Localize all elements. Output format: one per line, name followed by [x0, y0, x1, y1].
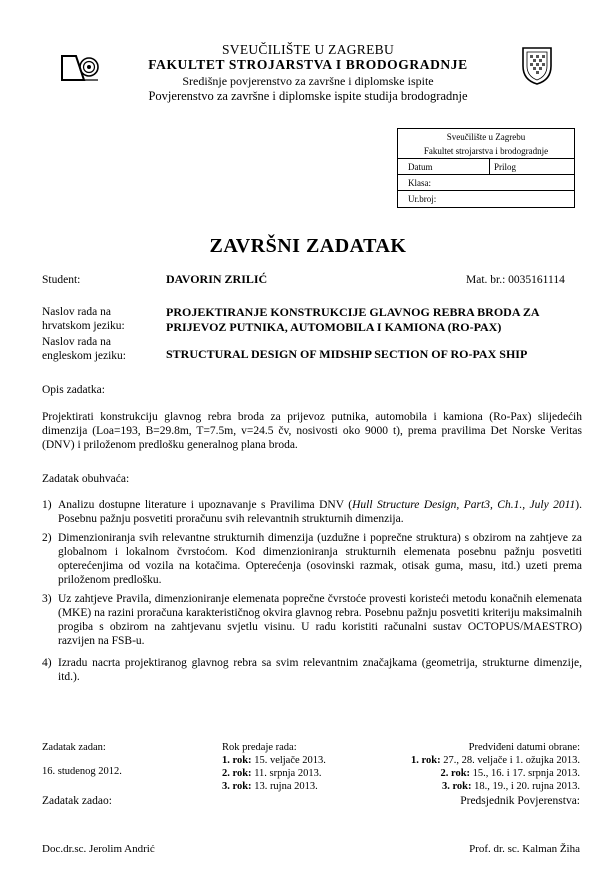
task-item-number: 1)	[42, 499, 52, 511]
chair-label: Predsjednik Povjerenstva:	[460, 795, 580, 807]
task-description: Projektirati konstrukciju glavnog rebra broda za prijevoz putnika, automobila i kamiona (Ro-Pax) slijedećih dimenzija (Loa=193, B=29.8m, T=7.5m, v=24.5 čv, nosivosti oko 9000 t), prema pravilima Det Norske Veritas (DNV) i priloženom predlošku generalnog plana broda.	[42, 411, 582, 451]
student-name: DAVORIN ZRILIĆ	[166, 272, 268, 286]
defense-1	[411, 754, 580, 767]
programme-committee: Povjerenstvo za završne i diplomske ispite studija brodogradnje	[148, 89, 468, 103]
task-item-4	[42, 656, 582, 684]
en-title-label-line1: Naslov rada na	[42, 336, 111, 348]
assigned-by-label: Zadatak zadao:	[42, 795, 112, 807]
defense-2	[440, 767, 580, 780]
task-item-text: Uz zahtjeve Pravila, dimenzioniranje elemenata poprečne čvrstoće provesti koristeći metodu konačnih elemenata (MKE) na razini proračuna karakterističnog okvira glavnog rebra. Posebnu pažnju posvetiti kriteriju maksimalnih progiba s obzirom na zahtjevanu svjetlu visinu. U radu koristiti računalni sustav OCTOPUS/MAESTRO) razvijen na FSB-u.	[58, 593, 582, 647]
task-item-1	[42, 498, 582, 526]
task-item-text	[58, 498, 582, 526]
deadline-3	[222, 780, 318, 793]
registry-stamp-box	[397, 128, 575, 208]
deadline-date: 13. rujna 2013.	[254, 781, 318, 792]
university-name: SVEUČILIŠTE U ZAGREBU	[221, 42, 395, 57]
registry-line-2: Fakultet strojarstva i brodogradnje	[423, 146, 549, 156]
en-title-label	[42, 335, 126, 363]
assigned-date: 16. studenog 2012.	[42, 766, 122, 777]
deadline-2	[222, 767, 321, 780]
task-item-number: 3)	[42, 593, 52, 605]
registry-line-1: Sveučilište u Zagrebu	[446, 132, 526, 142]
defense-term: 3. rok:	[441, 781, 472, 792]
includes-label: Zadatak obuhvaća:	[42, 473, 130, 485]
registry-urbroj: Ur.broj:	[408, 194, 437, 204]
task-item-number: 2)	[42, 532, 52, 544]
task-item-text: Izradu nacrta projektiranog glavnog rebra sa svim relevantnim značajkama (geometrija, strukturne dimenzije, itd.).	[58, 657, 582, 683]
defense-term: 2. rok:	[440, 768, 471, 779]
registry-klasa: Klasa:	[398, 175, 574, 191]
hr-thesis-title-line1: PROJEKTIRANJE KONSTRUKCIJE GLAVNOG REBRA BRODA ZA	[166, 305, 540, 319]
en-title-label-line2: engleskom jeziku:	[42, 350, 126, 362]
defense-3	[442, 780, 580, 793]
chair-name: Prof. dr. sc. Kalman Žiha	[469, 843, 580, 855]
task-item-text-b: ). Posebnu pažnju posvetiti proračunu svih relevantnih strukturnih dimenzija.	[58, 499, 582, 525]
hr-title-label	[42, 305, 125, 333]
task-item-italic: Hull Structure Design, Part3, Ch.1., July 2011	[352, 499, 576, 511]
registry-datum: Datum	[398, 159, 490, 174]
hr-thesis-title-line2: PRIJEVOZ PUTNIKA, AUTOMOBILA I KAMIONA (RO-PAX)	[166, 320, 502, 334]
deadline-date: 15. veljače 2013.	[254, 755, 326, 766]
defense-term: 1. rok:	[411, 755, 441, 766]
defense-date: 27., 28. veljače i 1. ožujka 2013.	[443, 755, 580, 766]
description-label: Opis zadatka:	[42, 384, 105, 396]
task-item-text: Dimenzioniranja svih relevantne strukturnih dimenzija (uzdužne i poprečne struktura) s obzirom na zahtjeve za globalnom i lokalnom čvrstoćom. Kod dimenzioniranja strukturnih elemenata posebnu pažnju posvetiti opterećenjima od vozila na kotačima. Opterećenja (osovinski razmak, otisak guma, masu, itd.) uzeti prema priloženom predlošku.	[58, 532, 582, 586]
central-committee: Središnje povjerenstvo za završne i diplomske ispite	[182, 74, 434, 88]
deadline-term: 3. rok:	[222, 781, 252, 792]
registry-prilog: Prilog	[494, 162, 517, 172]
deadline-label: Rok predaje rada:	[222, 742, 297, 753]
defense-label: Predviđeni datumi obrane:	[468, 742, 580, 753]
mentor-name: Doc.dr.sc. Jerolim Andrić	[42, 843, 155, 855]
deadline-1	[222, 754, 326, 767]
task-item-3	[42, 592, 582, 648]
defense-date: 15., 16. i 17. srpnja 2013.	[472, 768, 580, 779]
deadline-term: 1. rok:	[222, 755, 252, 766]
task-item-number: 4)	[42, 657, 52, 669]
defense-date: 18., 19., i 20. rujna 2013.	[474, 781, 580, 792]
hr-thesis-title	[166, 305, 540, 335]
hr-title-label-line2: hrvatskom jeziku:	[42, 320, 125, 332]
document-title: ZAVRŠNI ZADATAK	[209, 235, 407, 257]
student-label: Student:	[42, 274, 81, 286]
mat-number: 0035161114	[508, 274, 565, 286]
assigned-label: Zadatak zadan:	[42, 742, 106, 753]
mat-label: Mat. br.:	[466, 274, 506, 286]
task-item-2	[42, 531, 582, 587]
hr-title-label-line1: Naslov rada na	[42, 306, 111, 318]
deadline-term: 2. rok:	[222, 768, 252, 779]
en-thesis-title: STRUCTURAL DESIGN OF MIDSHIP SECTION OF RO-PAX SHIP	[166, 347, 528, 361]
task-item-text-a: Analizu dostupne literature i upoznavanje s Pravilima DNV (	[58, 499, 353, 511]
deadline-date: 11. srpnja 2013.	[254, 768, 322, 779]
faculty-name: FAKULTET STROJARSTVA I BRODOGRADNJE	[148, 57, 468, 72]
